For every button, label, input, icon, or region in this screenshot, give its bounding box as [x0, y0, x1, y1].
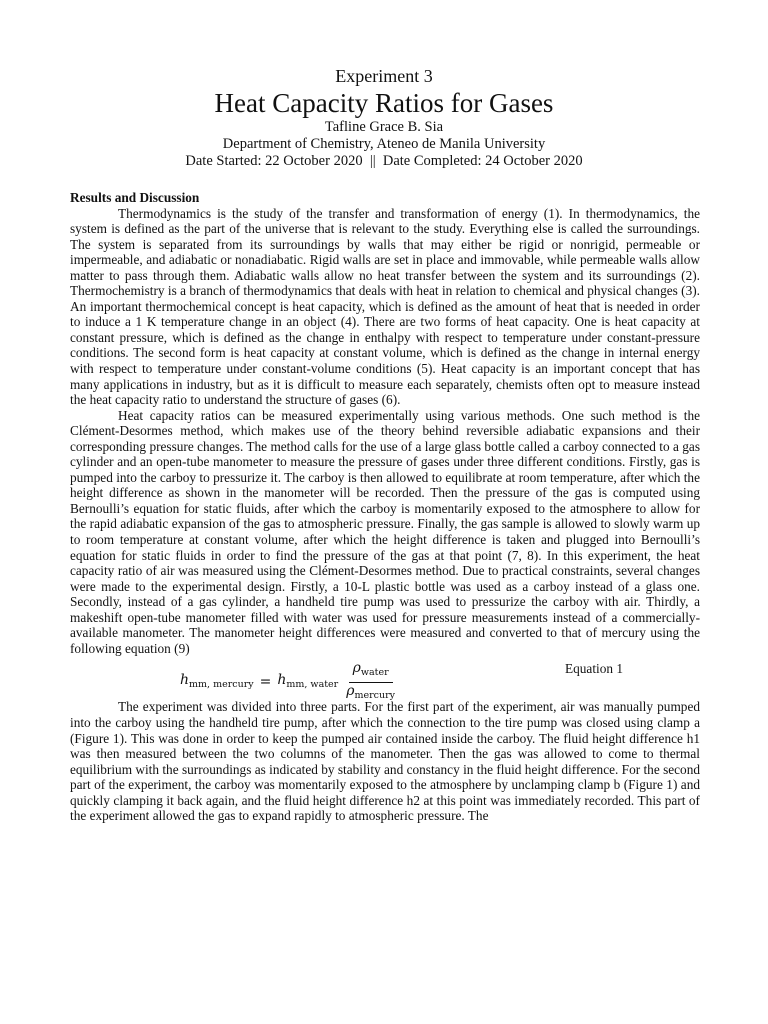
department: Department of Chemistry, Ateneo de Manila University — [222, 136, 546, 152]
document-title: Heat Capacity Ratios for Gases — [214, 88, 554, 118]
paragraph-3: The experiment was divided into three parts. For the first part of the experiment, air was manually pumped into the carboy using the handheld tire pump, after which the connection to the tire pump was closed using clamp a (Figure 1). This was done in order to keep the pumped air contained inside the carboy. The fluid height difference h1 was then measured between the two columns of the manometer. Then the gas was allowed to come to thermal equilibrium with the surroundings as indicated by stability and constancy in the fluid height difference. For the second part of the experiment, the carboy was momentarily exposed to the atmosphere by unclamping clamp b (Figure 1) and quickly clamping it back again, and the fluid height difference h2 at this point was immediately recorded. This part of the experiment allowed the gas to expand rapidly to atmospheric pressure. The — [70, 699, 700, 824]
eq-rhs: $h_{mm, water}$ — [277, 671, 339, 690]
eq-numerator: $\rho_{water}$ — [349, 661, 393, 683]
eq-denominator: $\rho_{mercury}$ — [346, 682, 395, 701]
author-name: Tafline Grace B. Sia — [324, 119, 444, 135]
date-line: Date Started: 22 October 2020 || Date Completed: 24 October 2020 — [185, 153, 583, 169]
equation-label: Equation 1 — [565, 661, 623, 677]
experiment-label: Experiment 3 — [335, 66, 433, 86]
paragraph-2: Heat capacity ratios can be measured experimentally using various methods. One such method is the Clément-Desormes method, which makes use of the theory behind reversible adiabatic expansions and their corresponding pressure changes. The method calls for the use of a large glass bottle called a carboy connected to a gas cylinder and an open-tube manometer to measure the pressure of gases under three different conditions. Firstly, gas is pumped into the carboy to pressurize it. The carboy is then allowed to equilibrate at room temperature, after which the height difference as shown in the manometer will be recorded. Then the pressure of the gas is computed using Bernoulli’s equation for static fluids, after which the carboy is momentarily exposed to the atmosphere to allow for the rapid adiabatic expansion of the gas to atmospheric pressure. Finally, the gas sample is allowed to slowly warm up to room temperature at constant volume, after which the height difference is taken and plugged into Bernoulli’s equation for static fluids in order to find the pressure of the gas at that point (7, 8). In this experiment, the heat capacity ratio of air was measured using the Clément-Desormes method. Due to practical constraints, several changes were made to the experimental design. Firstly, a 10-L plastic bottle was used as a carboy instead of a glass one. Secondly, instead of a gas cylinder, a handheld tire pump was used to pressurize the carboy with air. Thirdly, a makeshift open-tube manometer filled with water was used for pressure measurements instead of a commercially-available manometer. The manometer height differences were measured and converted to that of mercury using the following equation (9) — [70, 407, 700, 656]
document-body — [70, 190, 700, 824]
eq-fraction — [342, 661, 399, 703]
eq-equals: = — [259, 673, 272, 690]
equation-formula — [180, 661, 399, 703]
eq-lhs: $h_{mm, mercury}$ — [180, 671, 254, 690]
section-heading: Results and Discussion — [70, 190, 200, 205]
paragraph-1: Thermodynamics is the study of the transfer and transformation of energy (1). In thermodynamics, the system is defined as the part of the universe that is relevant to the study. Everything else is called the surroundings. The system is separated from its surroundings by walls that may either be rigid or nonrigid, permeable or impermeable, and adiabatic or nonadiabatic. Rigid walls are set in place and immovable, while permeable walls allow matter to pass through them. Adiabatic walls allow no heat transfer between the system and its surroundings (2). Thermochemistry is a branch of thermodynamics that deals with heat in relation to chemical and physical changes (3). An important thermochemical concept is heat capacity, which is defined as the amount of heat that is needed in order to induce a 1 K temperature change in an object (4). There are two forms of heat capacity. One is heat capacity at constant pressure, which is defined as the change in enthalpy with respect to temperature under constant-pressure conditions. The second form is heat capacity at constant volume, which is defined as the change in internal energy with respect to temperature under constant-volume conditions (5). Heat capacity is an important concept that has many applications in industry, but as it is difficult to measure each separately, chemists often opt to measure instead the heat capacity ratio to understand the structure of gases (6). — [70, 205, 700, 408]
document-header — [0, 64, 768, 170]
equation-1 — [70, 657, 700, 701]
